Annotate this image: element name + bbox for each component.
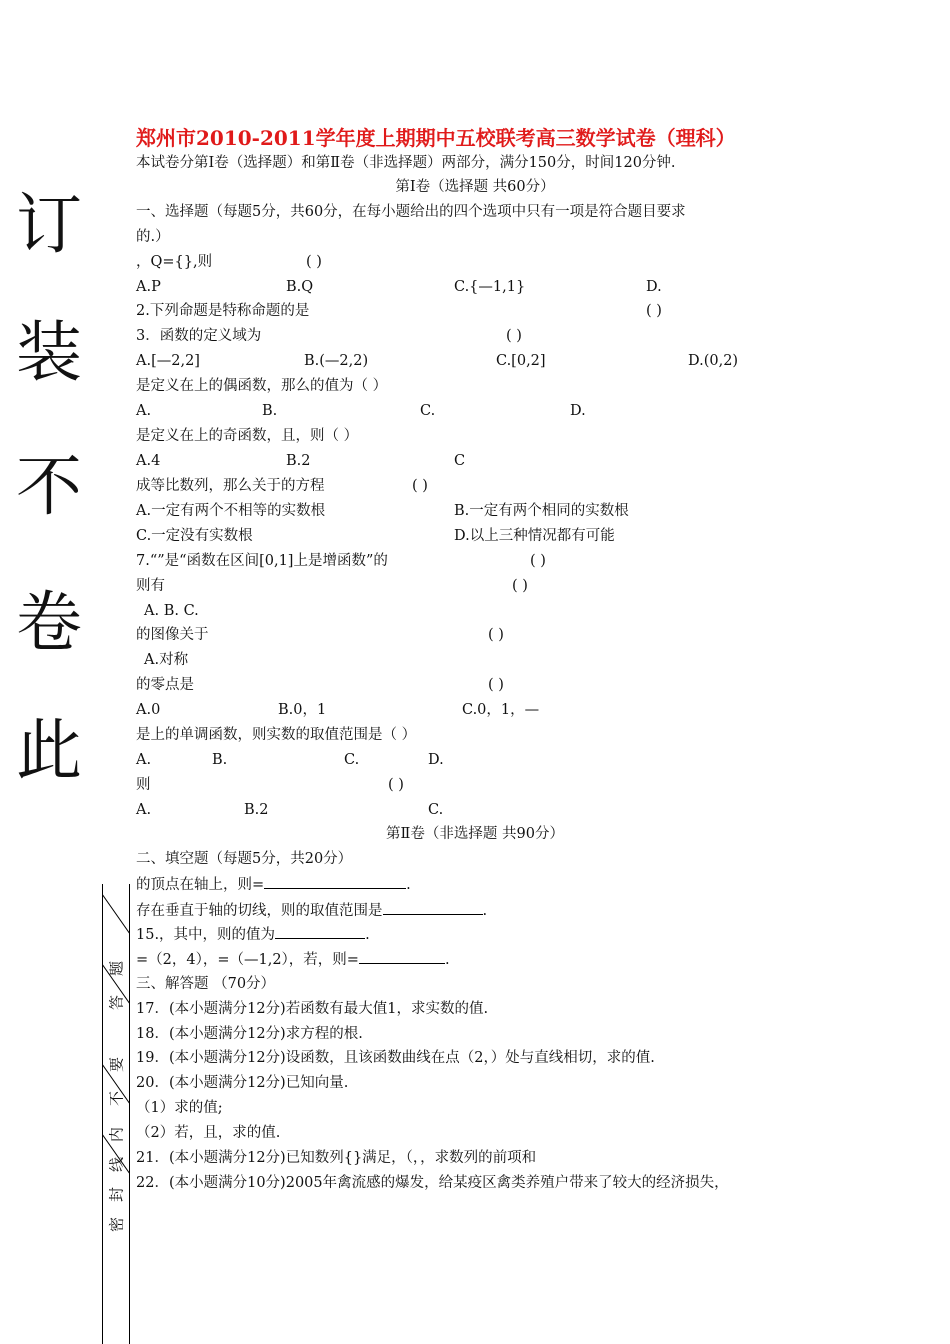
q1-option-b: B.Q bbox=[286, 279, 314, 295]
section1-instructions-cont: 的.） bbox=[136, 229, 170, 245]
part2-heading: 第Ⅱ卷（非选择题 共90分） bbox=[386, 826, 564, 842]
seal-char-feng: 封 bbox=[107, 1187, 126, 1203]
q7-stem: 7.“”是“函数在区间[0,1]上是增函数”的 bbox=[136, 553, 388, 569]
q5-option-c: C bbox=[454, 453, 466, 469]
seal-char-mi: 密 bbox=[107, 1217, 126, 1233]
exam-intro: 本试卷分第Ⅰ卷（选择题）和第Ⅱ卷（非选择题）两部分，满分150分，时间120分钟. bbox=[136, 155, 676, 171]
q12-answer-paren: ( ) bbox=[388, 777, 404, 793]
section1-instructions: 一、选择题（每题5分，共60分，在每小题给出的四个选项中只有一项是符合题目要求 bbox=[136, 204, 686, 220]
q15-text: 15.，其中，则的值为 bbox=[136, 927, 276, 943]
side-char-juan: 卷 bbox=[16, 584, 82, 661]
seal-diagonal-lines bbox=[102, 884, 130, 1344]
q8-options: A. B. C. bbox=[144, 603, 199, 619]
q16-text: =（2，4），=（—1,2），若，则= bbox=[136, 952, 359, 968]
q16-answer-blank bbox=[359, 948, 445, 964]
q11-stem: 是上的单调函数，则实数的取值范围是（ ） bbox=[136, 727, 417, 743]
q11-option-c: C. bbox=[344, 752, 360, 768]
q3-option-c: C.[0,2] bbox=[496, 353, 546, 369]
q4-stem: 是定义在上的偶函数，那么的值为（ ） bbox=[136, 378, 388, 394]
q11-option-b: B. bbox=[212, 752, 228, 768]
q14-text: 存在垂直于轴的切线，则的取值范围是 bbox=[136, 903, 383, 919]
q9-stem: 的图像关于 bbox=[136, 627, 209, 643]
q15-answer-blank bbox=[275, 923, 365, 939]
q15-end: . bbox=[365, 927, 370, 943]
q2-stem: 2.下列命题是特称命题的是 bbox=[136, 303, 310, 319]
q3-answer-paren: ( ) bbox=[506, 328, 522, 344]
q14-end: . bbox=[482, 903, 488, 919]
q1-option-d: D. bbox=[646, 279, 662, 295]
q20-part2: （2）若，且，求的值. bbox=[136, 1125, 281, 1141]
q5-stem: 是定义在上的奇函数，且，则（ ） bbox=[136, 428, 359, 444]
q8-stem: 则有 bbox=[136, 578, 165, 594]
q14-answer-blank bbox=[383, 899, 483, 915]
q13-end: . bbox=[406, 877, 411, 893]
q6-answer-paren: ( ) bbox=[412, 478, 428, 494]
q13-answer-blank bbox=[264, 873, 406, 889]
q11-option-a: A. bbox=[136, 752, 152, 768]
seal-margin bbox=[102, 884, 130, 1344]
seal-char-yao: 要 bbox=[107, 1057, 126, 1073]
q19: 19．(本小题满分12分)设函数，且该函数曲线在点（2，）处与直线相切，求的值. bbox=[136, 1050, 655, 1066]
side-char-ci: 此 bbox=[16, 712, 82, 789]
q12-stem: 则 bbox=[136, 777, 151, 793]
q10-option-c: C.0，1，— bbox=[462, 702, 540, 718]
q10-stem: 的零点是 bbox=[136, 677, 194, 693]
q10-option-b: B.0，1 bbox=[278, 702, 327, 718]
q12-option-a: A. bbox=[136, 802, 152, 818]
q20-part1: （1）求的值; bbox=[136, 1100, 223, 1116]
section2-heading: 二、填空题（每题5分，共20分） bbox=[136, 851, 353, 867]
q6-option-a: A.一定有两个不相等的实数根 bbox=[136, 503, 326, 519]
seal-char-da: 答 bbox=[107, 995, 126, 1011]
q6-option-b: B.一定有两个相同的实数根 bbox=[454, 503, 629, 519]
seal-char-ti: 题 bbox=[107, 961, 126, 977]
seal-char-xian: 线 bbox=[107, 1157, 126, 1173]
q3-option-d: D.(0,2) bbox=[688, 353, 739, 369]
q1-stem: ，Q={},则 bbox=[136, 254, 213, 270]
q13 bbox=[136, 873, 411, 895]
q12-option-b: B.2 bbox=[244, 802, 269, 818]
q3-option-a: A.[—2,2] bbox=[136, 353, 200, 369]
q21: 21．(本小题满分12分)已知数列{}满足，（，，求数列的前项和 bbox=[136, 1150, 537, 1166]
q5-option-a: A.4 bbox=[136, 453, 161, 469]
seal-char-nei: 内 bbox=[107, 1127, 126, 1143]
seal-char-bu: 不 bbox=[107, 1091, 126, 1107]
side-char-bu: 不 bbox=[16, 448, 82, 525]
q3-stem: 3．函数的定义域为 bbox=[136, 328, 262, 344]
q6-option-d: D.以上三种情况都有可能 bbox=[454, 528, 615, 544]
q4-option-a: A. bbox=[136, 403, 152, 419]
part1-heading: 第Ⅰ卷（选择题 共60分） bbox=[395, 179, 555, 195]
q4-option-c: C. bbox=[420, 403, 436, 419]
q2-answer-paren: ( ) bbox=[646, 303, 662, 319]
exam-title: 郑州市2010-2011学年度上期期中五校联考高三数学试卷（理科） bbox=[136, 126, 736, 150]
q15 bbox=[136, 923, 370, 945]
side-char-ding: 订 bbox=[16, 186, 82, 263]
q12-option-c: C. bbox=[428, 802, 444, 818]
section3-heading: 三、解答题 （70分） bbox=[136, 976, 276, 992]
q20: 20．(本小题满分12分)已知向量. bbox=[136, 1075, 349, 1091]
side-char-zhuang: 装 bbox=[16, 314, 82, 391]
q16 bbox=[136, 948, 450, 970]
q9-option-a: A.对称 bbox=[144, 652, 189, 668]
q16-end: . bbox=[444, 952, 450, 968]
q4-option-b: B. bbox=[262, 403, 278, 419]
q17: 17．(本小题满分12分)若函数有最大值1，求实数的值. bbox=[136, 1001, 489, 1017]
q18: 18．(本小题满分12分)求方程的根. bbox=[136, 1026, 363, 1042]
q13-text: 的顶点在轴上，则= bbox=[136, 877, 265, 893]
q1-answer-paren: ( ) bbox=[306, 254, 322, 270]
q1-option-c: C.{—1,1} bbox=[454, 279, 526, 295]
q9-answer-paren: ( ) bbox=[488, 627, 504, 643]
q8-answer-paren: ( ) bbox=[512, 578, 528, 594]
q6-option-c: C.一定没有实数根 bbox=[136, 528, 253, 544]
q22: 22．(本小题满分10分)2005年禽流感的爆发，给某疫区禽类养殖户带来了较大的经济损失， bbox=[136, 1175, 729, 1191]
q6-stem: 成等比数列，那么关于的方程 bbox=[136, 478, 325, 494]
q10-answer-paren: ( ) bbox=[488, 677, 504, 693]
q10-option-a: A.0 bbox=[136, 702, 161, 718]
q7-answer-paren: ( ) bbox=[530, 553, 546, 569]
q11-option-d: D. bbox=[428, 752, 444, 768]
q14 bbox=[136, 899, 487, 921]
q5-option-b: B.2 bbox=[286, 453, 311, 469]
q4-option-d: D. bbox=[570, 403, 586, 419]
q1-option-a: A.P bbox=[136, 279, 161, 295]
q3-option-b: B.(—2,2) bbox=[304, 353, 369, 369]
